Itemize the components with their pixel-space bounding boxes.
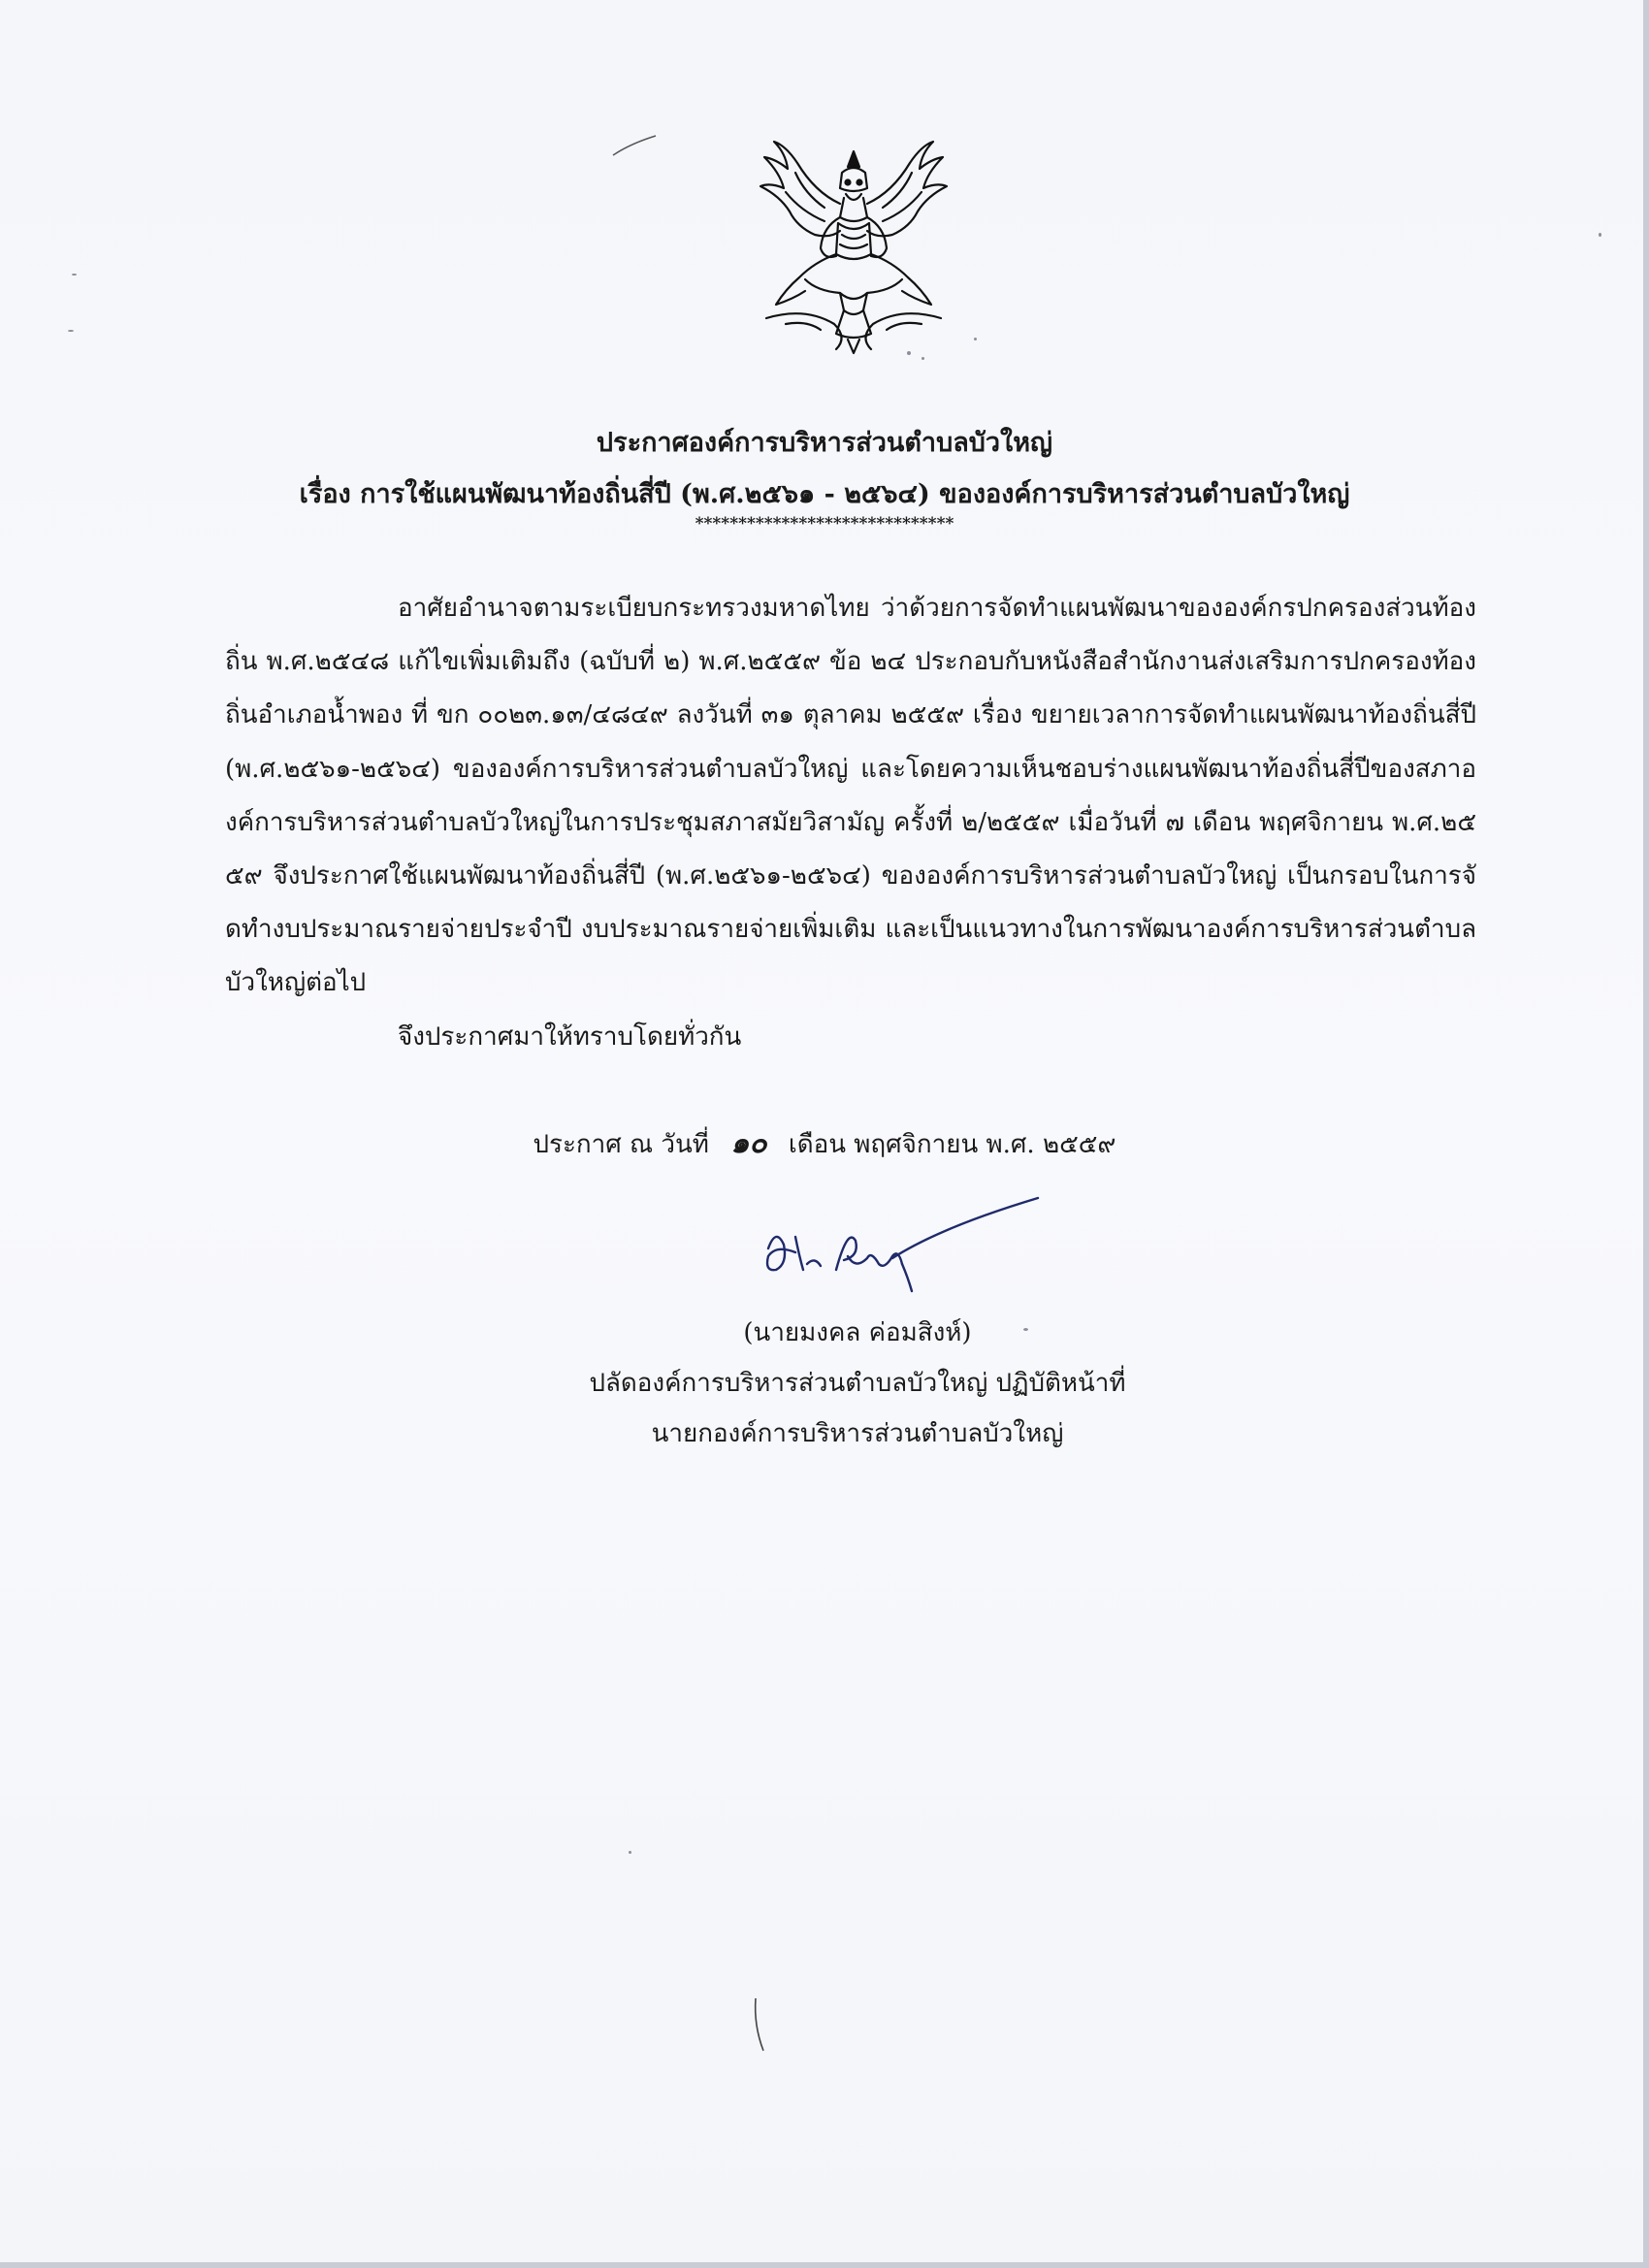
signatory-title: ปลัดองค์การบริหารส่วนตำบลบัวใหญ่ ปฏิบัติหน้าที่	[589, 1369, 1126, 1398]
date-rest: เดือน พฤศจิกายน พ.ศ. ๒๕๕๙	[788, 1130, 1116, 1159]
date-prefix: ประกาศ ณ วันที่	[533, 1130, 709, 1159]
pen-stroke-mark	[611, 134, 660, 157]
garuda-emblem-icon	[747, 134, 960, 357]
handwritten-signature-icon	[747, 1188, 1057, 1305]
announcement-body: อาศัยอำนาจตามระเบียบกระทรวงมหาดไทย ว่าด้วยการจัดทำแผนพัฒนาขององค์กรปกครองส่วนท้องถิ่น พ.ศ.๒๕๔๘ แก้ไขเพิ่มเติมถึง (ฉบับที่ ๒) พ.ศ.๒๕๕๙ ข้อ ๒๔ ประกอบกับหนังสือสำนักงานส่งเสริมการปกครองท้องถิ่นอำเภอน้ำพอง ที่ ขก ๐๐๒๓.๑๓/๔๘๔๙ ลงวันที่ ๓๑ ตุลาคม ๒๕๕๙ เรื่อง ขยายเวลาการจัดทำแผนพัฒนาท้องถิ่นสี่ปี (พ.ศ.๒๕๖๑-๒๕๖๔) ขององค์การบริหารส่วนตำบลบัวใหญ่ และโดยความเห็นชอบร่างแผนพัฒนาท้องถิ่นสี่ปีของสภาองค์การบริหารส่วนตำบลบัวใหญ่ในการประชุมสภาสมัยวิสามัญ ครั้งที่ ๒/๒๕๕๙ เมื่อวันที่ ๗ เดือน พฤศจิกายน พ.ศ.๒๕๕๙ จึงประกาศใช้แผนพัฒนาท้องถิ่นสี่ปี (พ.ศ.๒๕๖๑-๒๕๖๔) ขององค์การบริหารส่วนตำบลบัวใหญ่ เป็นกรอบในการจัดทำงบประมาณรายจ่ายประจำปี งบประมาณรายจ่ายเพิ่มเติม และเป็นแนวทางในการพัฒนาองค์การบริหารส่วนตำบลบัวใหญ่ต่อไป	[225, 594, 1476, 998]
announcement-subject: เรื่อง การใช้แผนพัฒนาท้องถิ่นสี่ปี (พ.ศ.๒๕๖๑ - ๒๕๖๔) ขององค์การบริหารส่วนตำบลบัวใหญ่	[299, 479, 1350, 509]
scan-edge-bottom	[0, 2262, 1649, 2268]
announcement-title: ประกาศองค์การบริหารส่วนตำบลบัวใหญ่	[596, 428, 1053, 458]
scan-speck	[922, 357, 924, 360]
announcement-date	[0, 1120, 1649, 1166]
title-divider: ******************************	[695, 514, 954, 534]
scan-speck	[907, 351, 911, 355]
closing-statement: จึงประกาศมาให้ทราบโดยทั่วกัน	[398, 1022, 742, 1052]
scan-speck	[1599, 233, 1601, 237]
signatory-acting-title: นายกองค์การบริหารส่วนตำบลบัวใหญ่	[651, 1419, 1064, 1448]
scan-edge-right	[1643, 0, 1649, 2268]
scan-speck	[974, 338, 977, 340]
scan-speck	[629, 1851, 631, 1854]
scan-speck	[72, 274, 77, 275]
scan-speck	[68, 330, 74, 332]
scan-mark	[752, 1996, 767, 2055]
signatory-name: (นายมงคล ค่อมสิงห์)	[743, 1318, 972, 1347]
date-day: ๑๐	[730, 1126, 767, 1160]
